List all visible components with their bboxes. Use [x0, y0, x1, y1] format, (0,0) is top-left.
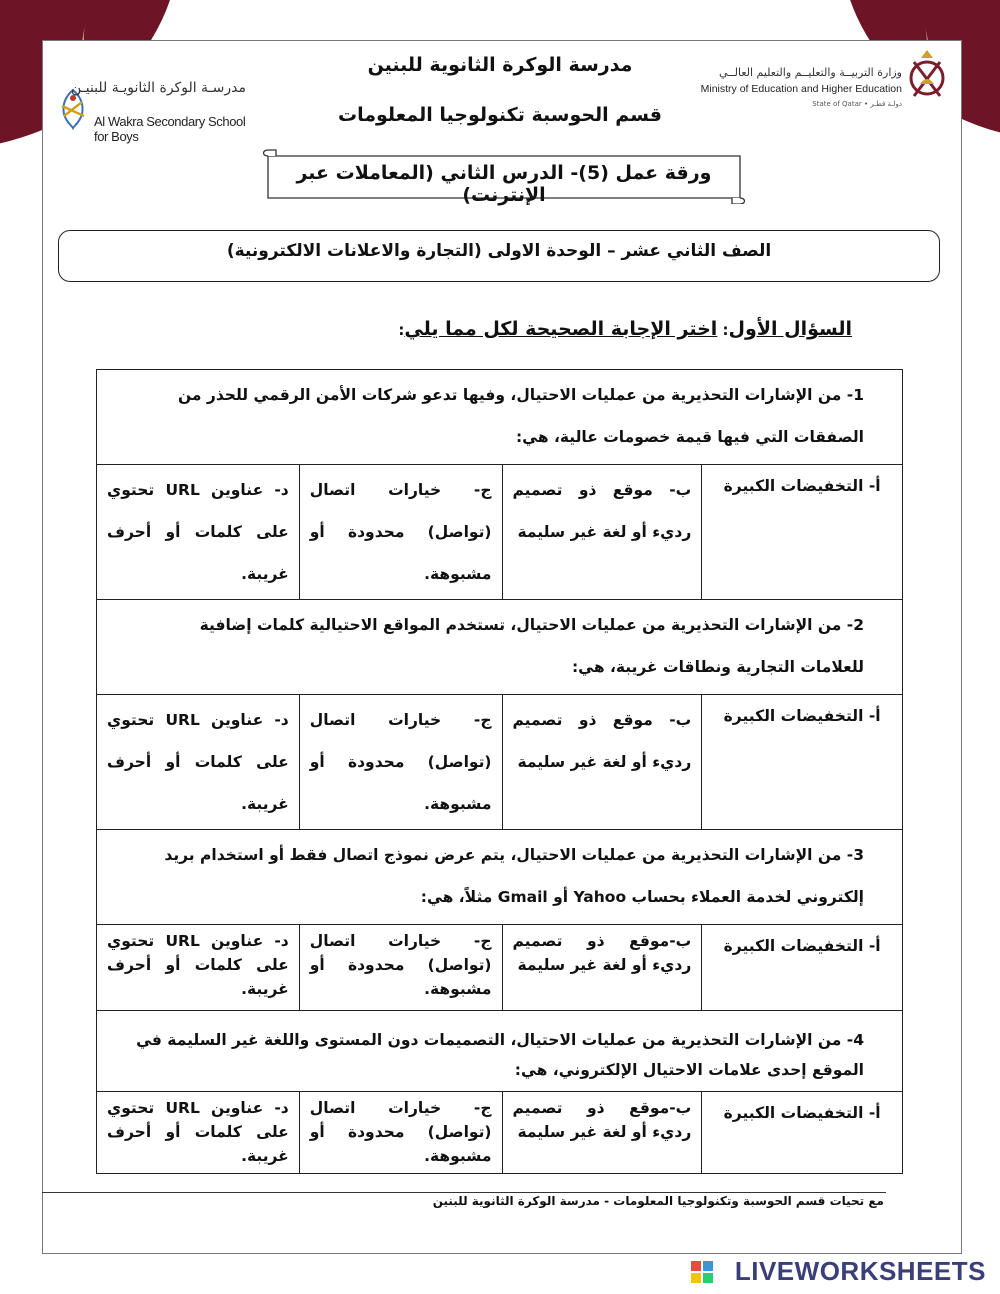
options-row	[97, 925, 903, 1011]
option-c[interactable]: ج- خيارات اتصال (تواصل) محدودة أو مشبوهة.	[299, 925, 502, 1011]
option-a[interactable]: أ- التخفيضات الكبيرة	[702, 465, 903, 600]
option-b[interactable]: ب- موقع ذو تصميم رديء أو لغة غير سليمة	[502, 465, 702, 600]
grade-unit-text: الصف الثاني عشر – الوحدة الاولى (التجارة والاعلانات الالكترونية)	[226, 241, 772, 261]
option-b[interactable]: ب- موقع ذو تصميم رديء أو لغة غير سليمة	[502, 695, 702, 830]
question-instruction: اختر الإجابة الصحيحة لكل مما يلي	[404, 318, 718, 340]
grade-unit-box	[58, 230, 940, 282]
options-row	[97, 695, 903, 830]
worksheet-title: ورقة عمل (5)- الدرس الثاني (المعاملات عبر الإنترنت)	[296, 162, 712, 206]
option-d[interactable]: د- عناوين URL تحتوي على كلمات أو أحرف غريبة.	[97, 925, 300, 1011]
footer-divider	[42, 1192, 886, 1193]
worksheet-title-banner	[262, 148, 746, 204]
ministry-logo-english: Ministry of Education and Higher Education	[700, 83, 902, 95]
ministry-logo-arabic: وزارة التربيــة والتعليــم والتعليم العالــي	[719, 66, 902, 79]
question-heading	[398, 318, 852, 340]
question-row	[97, 370, 903, 465]
option-a[interactable]: أ- التخفيضات الكبيرة	[702, 695, 903, 830]
question-row	[97, 1011, 903, 1092]
option-d[interactable]: د- عناوين URL تحتوي على كلمات أو أحرف غريبة.	[97, 465, 300, 600]
option-d[interactable]: د- عناوين URL تحتوي على كلمات أو أحرف غريبة.	[97, 1092, 300, 1174]
footer-text: مع تحيات قسم الحوسبة وتكنولوجيا المعلومات - مدرسة الوكرة الثانوية للبنين	[432, 1194, 884, 1208]
question-stem: 4- من الإشارات التحذيرية من عمليات الاحتيال، التصميمات دون المستوى واللغة غير السليمة في الموقع إحدى علامات الاحتيال الإلكتروني، هي:	[97, 1011, 903, 1092]
question-stem: 2- من الإشارات التحذيرية من عمليات الاحتيال، تستخدم المواقع الاحتيالية كلمات إضافية للعلامات التجارية ونطاقات غريبة، هي:	[97, 600, 903, 695]
option-b[interactable]: ب-موقع ذو تصميم رديء أو لغة غير سليمة	[502, 1092, 702, 1174]
option-c[interactable]: ج- خيارات اتصال (تواصل) محدودة أو مشبوهة.	[299, 1092, 502, 1174]
option-c[interactable]: ج- خيارات اتصال (تواصل) محدودة أو مشبوهة.	[299, 695, 502, 830]
school-title: مدرسة الوكرة الثانوية للبنين	[367, 54, 633, 76]
question-label-separator: :	[717, 321, 729, 339]
options-row	[97, 1092, 903, 1174]
question-stem: 3- من الإشارات التحذيرية من عمليات الاحتيال، يتم عرض نموذج اتصال فقط أو استخدام بريد إلكتروني لخدمة العملاء بحساب Yahoo أو Gmail مثلاً، هي:	[97, 830, 903, 925]
options-row	[97, 465, 903, 600]
option-b[interactable]: ب-موقع ذو تصميم رديء أو لغة غير سليمة	[502, 925, 702, 1011]
option-d[interactable]: د- عناوين URL تحتوي على كلمات أو أحرف غريبة.	[97, 695, 300, 830]
school-logo-english: Al Wakra Secondary School for Boys	[94, 114, 246, 144]
question-label: السؤال الأول	[728, 318, 852, 340]
liveworksheets-brand[interactable]: LIVEWORKSHEETS	[734, 1256, 986, 1286]
question-stem: 1- من الإشارات التحذيرية من عمليات الاحتيال، وفيها تدعو شركات الأمن الرقمي للحذر من الصفقات التي فيها قيمة خصومات عالية، هي:	[97, 370, 903, 465]
option-a[interactable]: أ- التخفيضات الكبيرة	[702, 1092, 903, 1174]
question-row	[97, 830, 903, 925]
option-c[interactable]: ج- خيارات اتصال (تواصل) محدودة أو مشبوهة.	[299, 465, 502, 600]
liveworksheets-logo-icon	[690, 1260, 714, 1284]
question-instruction-end: :	[398, 321, 405, 339]
questions-table	[96, 369, 903, 1174]
option-a[interactable]: أ- التخفيضات الكبيرة	[702, 925, 903, 1011]
ministry-logo-state: State of Qatar • دولـة قطـر	[812, 100, 902, 108]
question-row	[97, 600, 903, 695]
school-logo-arabic: مدرسـة الوكرة الثانويـة للبنيـن	[70, 80, 246, 96]
department-title: قسم الحوسبة تكنولوجيا المعلومات	[338, 104, 662, 126]
